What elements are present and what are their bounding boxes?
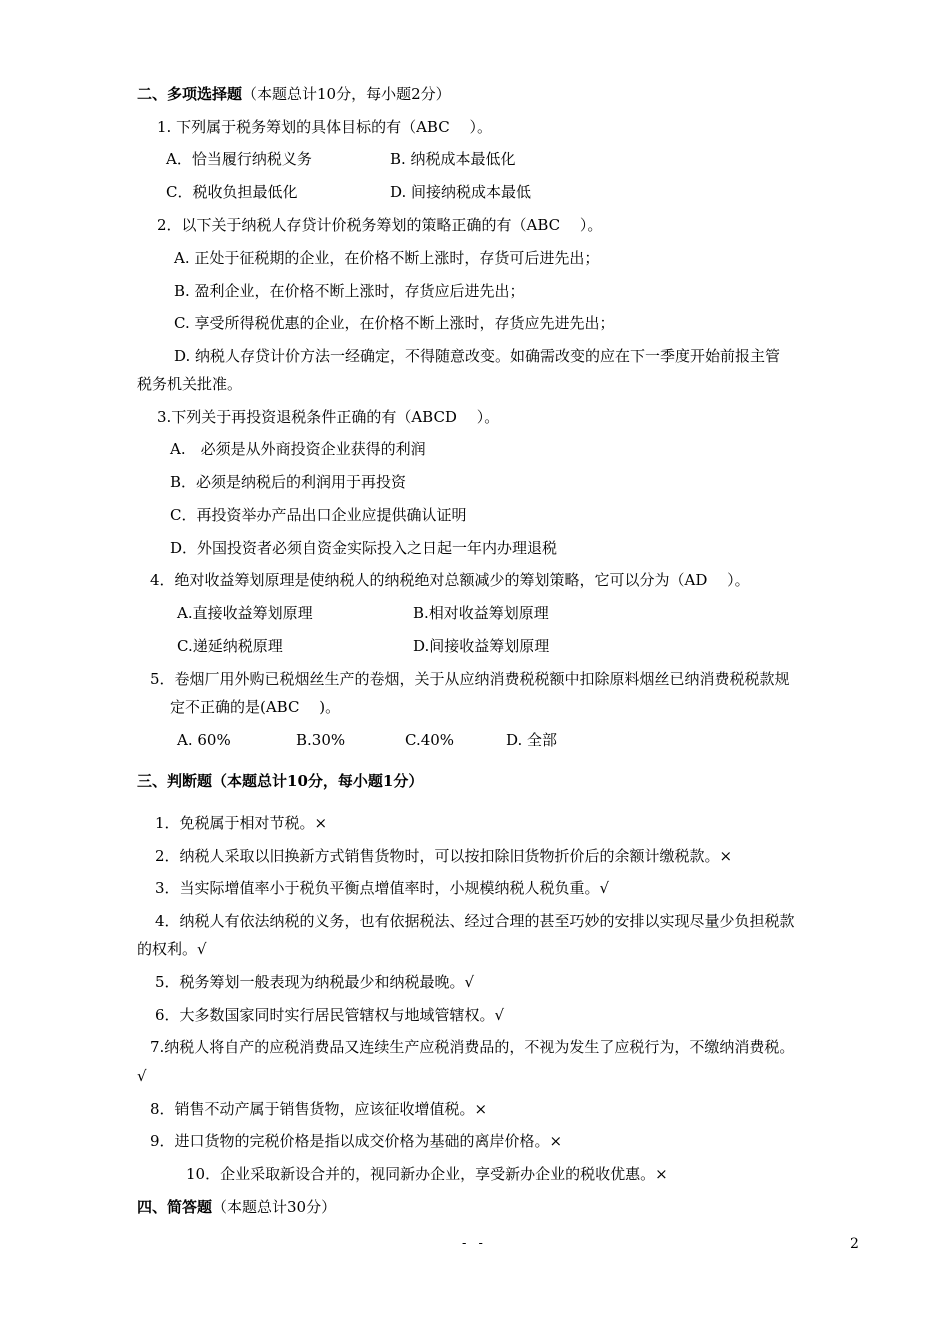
tf-item-4-line1: 4．纳税人有依法纳税的义务，也有依据税法、经过合理的甚至巧妙的安排以实现尽量少负担税款 (155, 912, 795, 930)
tf-item-3: 3．当实际增值率小于税负平衡点增值率时，小规模纳税人税负重。√ (155, 879, 610, 897)
question-5-stem-line2: 定不正确的是(ABC )。 (170, 698, 341, 716)
section-note: （本题总计10分，每小题2分） (242, 85, 451, 103)
page-number: 2 (850, 1236, 859, 1252)
q1-option-c: C．税收负担最低化 (166, 183, 298, 201)
tf-item-1: 1．免税属于相对节税。× (155, 814, 328, 832)
q5-option-d: D. 全部 (506, 731, 558, 749)
q3-option-c: C．再投资举办产品出口企业应提供确认证明 (170, 506, 467, 524)
tf-item-8: 8．销售不动产属于销售货物，应该征收增值税。× (150, 1100, 488, 1118)
q3-option-a: A. 必须是从外商投资企业获得的利润 (170, 440, 426, 458)
section-note: （本题总计30分） (212, 1198, 337, 1216)
q3-option-b: B．必须是纳税后的利润用于再投资 (170, 473, 407, 491)
q4-option-a: A.直接收益筹划原理 (177, 604, 313, 622)
tf-item-6: 6．大多数国家同时实行居民管辖权与地域管辖权。√ (155, 1006, 505, 1024)
question-2-stem: 2．以下关于纳税人存贷计价税务筹划的策略正确的有（ABC ）。 (157, 216, 603, 234)
q5-option-a: A. 60% (177, 731, 231, 749)
q2-option-d-line2: 税务机关批准。 (137, 375, 243, 393)
q5-option-b: B.30% (296, 731, 346, 749)
q4-option-d: D.间接收益筹划原理 (413, 637, 550, 655)
q4-option-b: B.相对收益筹划原理 (413, 604, 549, 622)
q2-option-b: B. 盈利企业，在价格不断上涨时，存货应后进先出； (174, 282, 525, 300)
section-title: 四、简答题 (137, 1198, 213, 1216)
q4-option-c: C.递延纳税原理 (177, 637, 283, 655)
q5-option-c: C.40% (405, 731, 455, 749)
q2-option-d-line1: D. 纳税人存贷计价方法一经确定，不得随意改变。如确需改变的应在下一季度开始前报主管 (174, 347, 781, 365)
q2-option-a: A. 正处于征税期的企业，在价格不断上涨时，存货可后进先出； (174, 249, 600, 267)
section-heading-short-answer (137, 1197, 336, 1217)
q2-option-c: C. 享受所得税优惠的企业，在价格不断上涨时，存货应先进先出； (174, 314, 615, 332)
section-heading-multiple-choice (137, 84, 451, 104)
q3-option-d: D．外国投资者必须自资金实际投入之日起一年内办理退税 (170, 539, 558, 557)
tf-item-5: 5．税务筹划一般表现为纳税最少和纳税最晚。√ (155, 973, 475, 991)
question-1-stem: 1. 下列属于税务筹划的具体目标的有（ABC ）。 (157, 118, 492, 136)
tf-item-7-line2: √ (137, 1067, 147, 1085)
question-5-stem-line1: 5．卷烟厂用外购已税烟丝生产的卷烟，关于从应纳消费税税额中扣除原料烟丝已纳消费税税款规 (150, 670, 790, 688)
q1-option-b: B. 纳税成本最低化 (390, 150, 516, 168)
tf-item-2: 2．纳税人采取以旧换新方式销售货物时，可以按扣除旧货物折价后的余额计缴税款。× (155, 847, 733, 865)
section-heading-true-false: 三、判断题（本题总计10分，每小题1分） (137, 772, 424, 790)
question-4-stem: 4．绝对收益筹划原理是使纳税人的纳税绝对总额减少的筹划策略，它可以分为（AD ）。 (150, 571, 750, 589)
q1-option-d: D. 间接纳税成本最低 (390, 183, 532, 201)
footer-mark: - - (462, 1236, 487, 1251)
tf-item-9: 9．进口货物的完税价格是指以成交价格为基础的离岸价格。× (150, 1132, 563, 1150)
tf-item-7-line1: 7.纳税人将自产的应税消费品又连续生产应税消费品的，不视为发生了应税行为，不缴纳消费税。 (150, 1038, 795, 1056)
q1-option-a: A．恰当履行纳税义务 (166, 150, 312, 168)
section-title: 二、多项选择题 (137, 85, 243, 103)
tf-item-4-line2: 的权利。√ (137, 940, 207, 958)
question-3-stem: 3.下列关于再投资退税条件正确的有（ABCD ）。 (157, 408, 500, 426)
tf-item-10: 10．企业采取新设合并的，视同新办企业，享受新办企业的税收优惠。× (186, 1165, 668, 1183)
